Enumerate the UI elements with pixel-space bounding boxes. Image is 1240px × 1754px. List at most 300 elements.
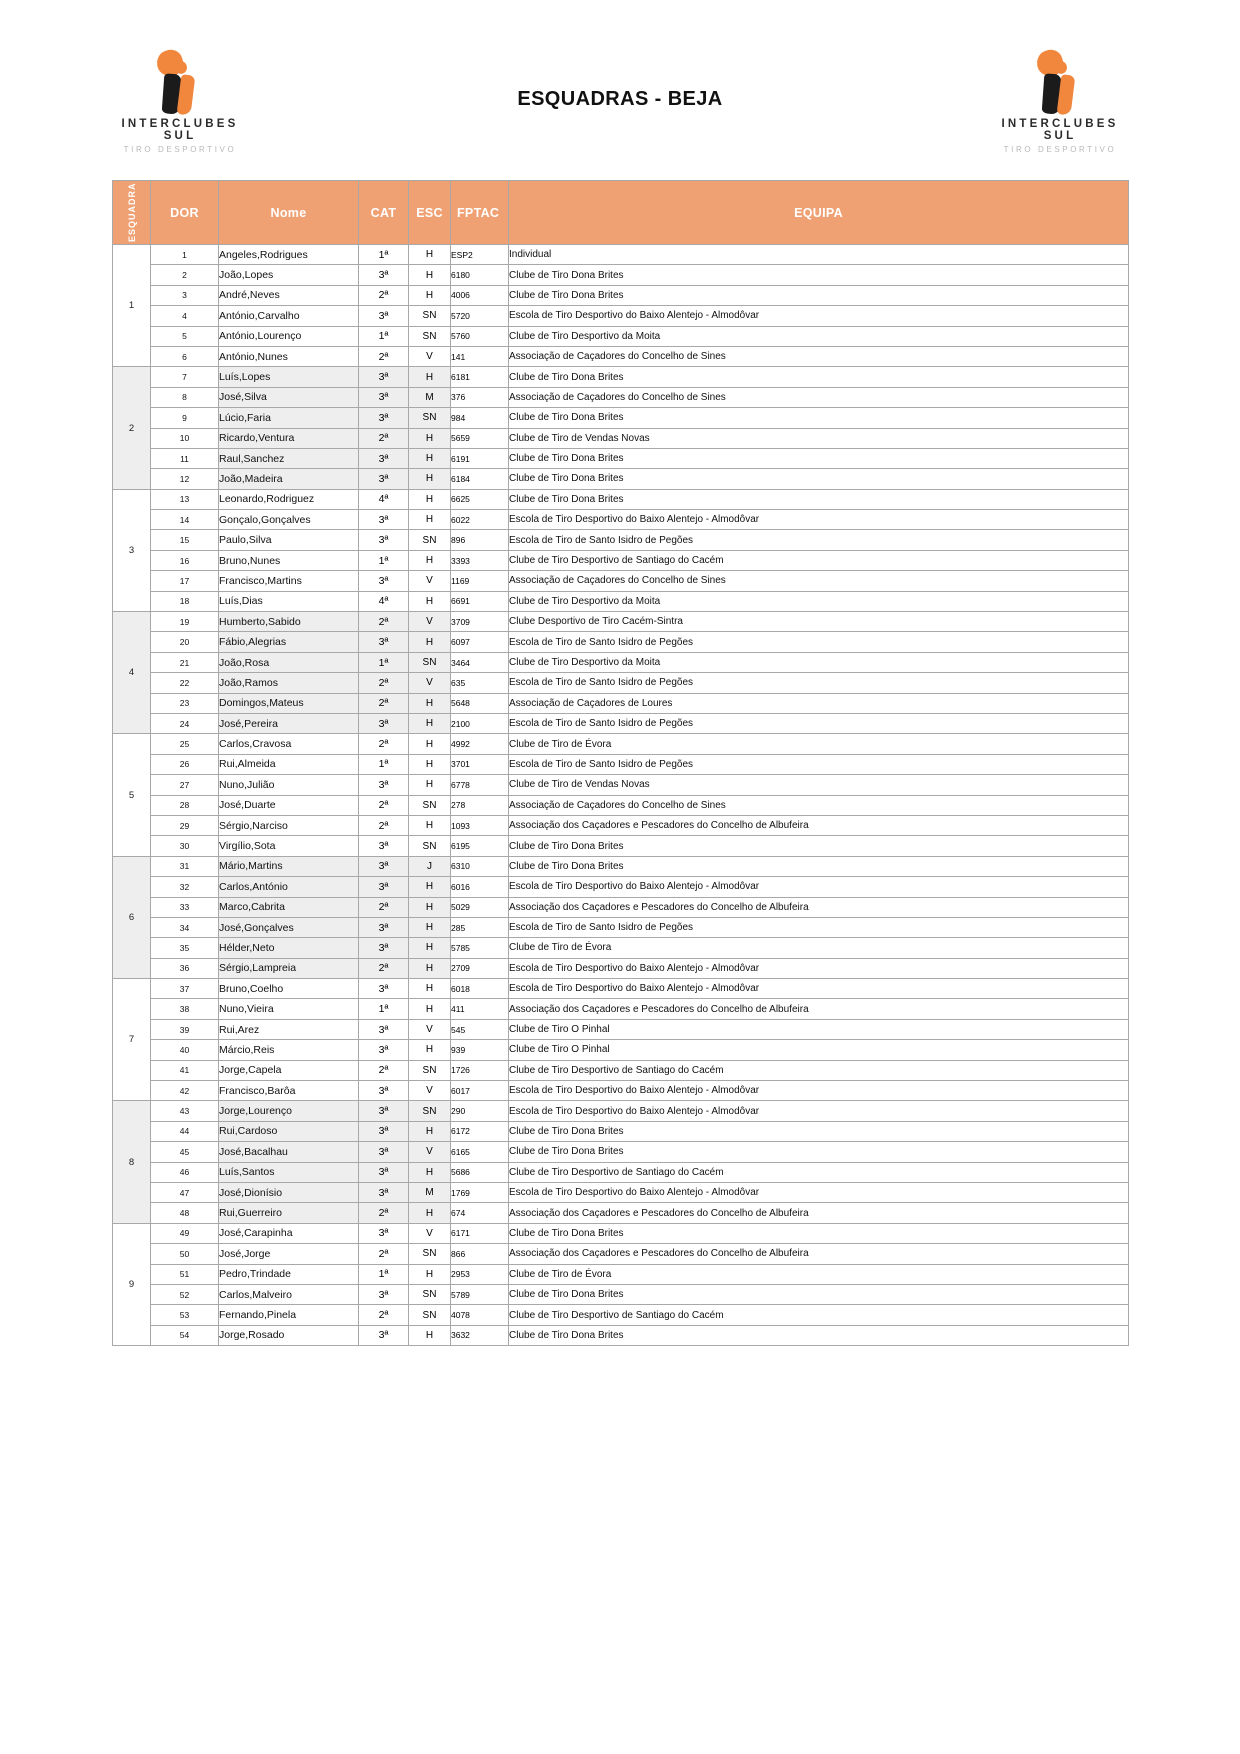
dorsal-cell: 2	[151, 265, 219, 285]
dorsal-cell: 34	[151, 917, 219, 937]
class-cell: H	[409, 979, 451, 999]
fptac-cell: 2709	[451, 958, 509, 978]
column-header-dor: DOR	[151, 181, 219, 245]
table-row	[113, 448, 1129, 468]
name-cell: Paulo,Silva	[219, 530, 359, 550]
table-row	[113, 1142, 1129, 1162]
fptac-cell: 290	[451, 1101, 509, 1121]
team-cell: Escola de Tiro Desportivo do Baixo Alentejo - Almodôvar	[509, 877, 1129, 897]
dorsal-cell: 44	[151, 1121, 219, 1141]
category-cell: 3ª	[359, 1182, 409, 1202]
team-cell: Escola de Tiro Desportivo do Baixo Alentejo - Almodôvar	[509, 1101, 1129, 1121]
dorsal-cell: 23	[151, 693, 219, 713]
class-cell: SN	[409, 795, 451, 815]
column-header-nome: Nome	[219, 181, 359, 245]
dorsal-cell: 13	[151, 489, 219, 509]
class-cell: H	[409, 285, 451, 305]
fptac-cell: 5686	[451, 1162, 509, 1182]
team-cell: Associação dos Caçadores e Pescadores do Concelho de Albufeira	[509, 1203, 1129, 1223]
class-cell: J	[409, 856, 451, 876]
dorsal-cell: 1	[151, 245, 219, 265]
name-cell: Leonardo,Rodriguez	[219, 489, 359, 509]
logo-right	[985, 48, 1135, 154]
team-cell: Associação dos Caçadores e Pescadores do Concelho de Albufeira	[509, 1244, 1129, 1264]
fptac-cell: 1169	[451, 571, 509, 591]
team-cell: Clube de Tiro Dona Brites	[509, 489, 1129, 509]
class-cell: H	[409, 938, 451, 958]
class-cell: SN	[409, 530, 451, 550]
table-body	[113, 245, 1129, 1346]
category-cell: 3ª	[359, 632, 409, 652]
category-cell: 3ª	[359, 408, 409, 428]
column-header-cat: CAT	[359, 181, 409, 245]
fptac-cell: 6172	[451, 1121, 509, 1141]
class-cell: H	[409, 693, 451, 713]
name-cell: José,Jorge	[219, 1244, 359, 1264]
dorsal-cell: 17	[151, 571, 219, 591]
category-cell: 3ª	[359, 387, 409, 407]
name-cell: Bruno,Nunes	[219, 550, 359, 570]
name-cell: Luís,Lopes	[219, 367, 359, 387]
table-row	[113, 591, 1129, 611]
logo-left-subtitle: TIRO DESPORTIVO	[123, 145, 237, 154]
category-cell: 2ª	[359, 285, 409, 305]
table-row	[113, 979, 1129, 999]
class-cell: H	[409, 734, 451, 754]
team-cell: Associação de Caçadores do Concelho de Sines	[509, 795, 1129, 815]
team-cell: Clube de Tiro Dona Brites	[509, 836, 1129, 856]
name-cell: Mário,Martins	[219, 856, 359, 876]
fptac-cell: 6097	[451, 632, 509, 652]
category-cell: 3ª	[359, 979, 409, 999]
category-cell: 2ª	[359, 693, 409, 713]
team-cell: Associação de Caçadores de Loures	[509, 693, 1129, 713]
team-cell: Clube de Tiro Dona Brites	[509, 1325, 1129, 1345]
dorsal-cell: 40	[151, 1040, 219, 1060]
dorsal-cell: 35	[151, 938, 219, 958]
fptac-cell: 984	[451, 408, 509, 428]
category-cell: 3ª	[359, 1081, 409, 1101]
team-cell: Clube Desportivo de Tiro Cacém-Sintra	[509, 612, 1129, 632]
team-cell: Escola de Tiro de Santo Isidro de Pegões	[509, 632, 1129, 652]
class-cell: M	[409, 387, 451, 407]
team-cell: Escola de Tiro Desportivo do Baixo Alentejo - Almodôvar	[509, 958, 1129, 978]
category-cell: 3ª	[359, 1040, 409, 1060]
fptac-cell: 6691	[451, 591, 509, 611]
fptac-cell: 3709	[451, 612, 509, 632]
dorsal-cell: 16	[151, 550, 219, 570]
category-cell: 3ª	[359, 856, 409, 876]
name-cell: José,Gonçalves	[219, 917, 359, 937]
table-row	[113, 1305, 1129, 1325]
dorsal-cell: 22	[151, 673, 219, 693]
dorsal-cell: 24	[151, 713, 219, 733]
table-row	[113, 999, 1129, 1019]
dorsal-cell: 54	[151, 1325, 219, 1345]
squad-number-cell: 4	[113, 612, 151, 734]
table-row	[113, 897, 1129, 917]
table-row	[113, 530, 1129, 550]
class-cell: H	[409, 958, 451, 978]
dorsal-cell: 39	[151, 1019, 219, 1039]
category-cell: 3ª	[359, 530, 409, 550]
class-cell: H	[409, 917, 451, 937]
table-row	[113, 1101, 1129, 1121]
name-cell: Virgílio,Sota	[219, 836, 359, 856]
team-cell: Associação de Caçadores do Concelho de Sines	[509, 387, 1129, 407]
table-row	[113, 795, 1129, 815]
fptac-cell: 5029	[451, 897, 509, 917]
class-cell: H	[409, 877, 451, 897]
fptac-cell: 6184	[451, 469, 509, 489]
team-cell: Clube de Tiro Dona Brites	[509, 448, 1129, 468]
name-cell: Hélder,Neto	[219, 938, 359, 958]
fptac-cell: 866	[451, 1244, 509, 1264]
category-cell: 3ª	[359, 836, 409, 856]
dorsal-cell: 14	[151, 510, 219, 530]
fptac-cell: 6180	[451, 265, 509, 285]
fptac-cell: 1726	[451, 1060, 509, 1080]
name-cell: Francisco,Barôa	[219, 1081, 359, 1101]
fptac-cell: 896	[451, 530, 509, 550]
squad-number-cell: 5	[113, 734, 151, 856]
table-row	[113, 1081, 1129, 1101]
name-cell: Bruno,Coelho	[219, 979, 359, 999]
class-cell: H	[409, 265, 451, 285]
class-cell: H	[409, 245, 451, 265]
table-row	[113, 673, 1129, 693]
team-cell: Clube de Tiro Desportivo da Moita	[509, 652, 1129, 672]
team-cell: Clube de Tiro O Pinhal	[509, 1040, 1129, 1060]
class-cell: SN	[409, 326, 451, 346]
table-row	[113, 713, 1129, 733]
name-cell: Angeles,Rodrigues	[219, 245, 359, 265]
table-row	[113, 1203, 1129, 1223]
dorsal-cell: 12	[151, 469, 219, 489]
squad-number-cell: 9	[113, 1223, 151, 1345]
category-cell: 3ª	[359, 938, 409, 958]
category-cell: 3ª	[359, 265, 409, 285]
fptac-cell: 6191	[451, 448, 509, 468]
dorsal-cell: 8	[151, 387, 219, 407]
category-cell: 2ª	[359, 897, 409, 917]
class-cell: H	[409, 632, 451, 652]
fptac-cell: ESP2	[451, 245, 509, 265]
category-cell: 2ª	[359, 428, 409, 448]
table-row	[113, 917, 1129, 937]
dorsal-cell: 41	[151, 1060, 219, 1080]
category-cell: 2ª	[359, 795, 409, 815]
team-cell: Escola de Tiro de Santo Isidro de Pegões	[509, 713, 1129, 733]
name-cell: Luís,Santos	[219, 1162, 359, 1182]
class-cell: SN	[409, 1305, 451, 1325]
table-row	[113, 367, 1129, 387]
name-cell: Luís,Dias	[219, 591, 359, 611]
dorsal-cell: 51	[151, 1264, 219, 1284]
category-cell: 3ª	[359, 1223, 409, 1243]
dorsal-cell: 3	[151, 285, 219, 305]
team-cell: Escola de Tiro Desportivo do Baixo Alentejo - Almodôvar	[509, 1081, 1129, 1101]
class-cell: V	[409, 612, 451, 632]
name-cell: José,Bacalhau	[219, 1142, 359, 1162]
name-cell: Lúcio,Faria	[219, 408, 359, 428]
fptac-cell: 5659	[451, 428, 509, 448]
squad-number-cell: 3	[113, 489, 151, 611]
table-row	[113, 734, 1129, 754]
table-row	[113, 632, 1129, 652]
category-cell: 2ª	[359, 1305, 409, 1325]
team-cell: Clube de Tiro Dona Brites	[509, 1121, 1129, 1141]
fptac-cell: 4078	[451, 1305, 509, 1325]
team-cell: Clube de Tiro de Évora	[509, 938, 1129, 958]
name-cell: João,Rosa	[219, 652, 359, 672]
name-cell: Rui,Almeida	[219, 754, 359, 774]
class-cell: H	[409, 1264, 451, 1284]
category-cell: 1ª	[359, 550, 409, 570]
class-cell: H	[409, 999, 451, 1019]
team-cell: Escola de Tiro de Santo Isidro de Pegões	[509, 754, 1129, 774]
fptac-cell: 545	[451, 1019, 509, 1039]
category-cell: 2ª	[359, 612, 409, 632]
fptac-cell: 5720	[451, 306, 509, 326]
dorsal-cell: 5	[151, 326, 219, 346]
table-row	[113, 245, 1129, 265]
squad-number-cell: 6	[113, 856, 151, 978]
class-cell: H	[409, 815, 451, 835]
table-row	[113, 1162, 1129, 1182]
logo-left-name: INTERCLUBES SUL	[121, 118, 239, 142]
dorsal-cell: 29	[151, 815, 219, 835]
class-cell: V	[409, 346, 451, 366]
team-cell: Clube de Tiro Dona Brites	[509, 408, 1129, 428]
name-cell: José,Dionísio	[219, 1182, 359, 1202]
table-row	[113, 652, 1129, 672]
name-cell: Jorge,Rosado	[219, 1325, 359, 1345]
class-cell: H	[409, 1203, 451, 1223]
table-row	[113, 1040, 1129, 1060]
class-cell: V	[409, 1019, 451, 1039]
column-header-esc: ESC	[409, 181, 451, 245]
name-cell: José,Carapinha	[219, 1223, 359, 1243]
dorsal-cell: 20	[151, 632, 219, 652]
table-row	[113, 387, 1129, 407]
dorsal-cell: 32	[151, 877, 219, 897]
dorsal-cell: 7	[151, 367, 219, 387]
table-row	[113, 1325, 1129, 1345]
squads-table-wrapper	[112, 180, 1128, 1346]
class-cell: SN	[409, 836, 451, 856]
team-cell: Escola de Tiro de Santo Isidro de Pegões	[509, 917, 1129, 937]
class-cell: SN	[409, 1101, 451, 1121]
category-cell: 1ª	[359, 999, 409, 1019]
name-cell: Ricardo,Ventura	[219, 428, 359, 448]
squad-number-cell: 7	[113, 979, 151, 1101]
fptac-cell: 6625	[451, 489, 509, 509]
dorsal-cell: 49	[151, 1223, 219, 1243]
class-cell: H	[409, 1325, 451, 1345]
dorsal-cell: 52	[151, 1284, 219, 1304]
fptac-cell: 285	[451, 917, 509, 937]
name-cell: Rui,Guerreiro	[219, 1203, 359, 1223]
interclubes-sul-logo-icon	[985, 48, 1135, 116]
class-cell: SN	[409, 1244, 451, 1264]
team-cell: Clube de Tiro Desportivo de Santiago do Cacém	[509, 1162, 1129, 1182]
team-cell: Escola de Tiro Desportivo do Baixo Alentejo - Almodôvar	[509, 1182, 1129, 1202]
fptac-cell: 6195	[451, 836, 509, 856]
class-cell: H	[409, 510, 451, 530]
class-cell: SN	[409, 1060, 451, 1080]
table-row	[113, 265, 1129, 285]
table-row	[113, 285, 1129, 305]
table-row	[113, 408, 1129, 428]
category-cell: 4ª	[359, 591, 409, 611]
class-cell: V	[409, 1223, 451, 1243]
name-cell: Márcio,Reis	[219, 1040, 359, 1060]
category-cell: 2ª	[359, 1203, 409, 1223]
category-cell: 2ª	[359, 673, 409, 693]
category-cell: 2ª	[359, 734, 409, 754]
table-row	[113, 836, 1129, 856]
dorsal-cell: 31	[151, 856, 219, 876]
name-cell: Nuno,Julião	[219, 775, 359, 795]
column-header-esquadra: ESQUADRA	[113, 181, 151, 245]
fptac-cell: 6171	[451, 1223, 509, 1243]
class-cell: H	[409, 591, 451, 611]
category-cell: 3ª	[359, 917, 409, 937]
dorsal-cell: 46	[151, 1162, 219, 1182]
category-cell: 2ª	[359, 958, 409, 978]
team-cell: Individual	[509, 245, 1129, 265]
table-row	[113, 510, 1129, 530]
category-cell: 3ª	[359, 877, 409, 897]
team-cell: Clube de Tiro O Pinhal	[509, 1019, 1129, 1039]
dorsal-cell: 25	[151, 734, 219, 754]
class-cell: SN	[409, 408, 451, 428]
team-cell: Clube de Tiro Desportivo de Santiago do Cacém	[509, 550, 1129, 570]
table-row	[113, 306, 1129, 326]
category-cell: 3ª	[359, 510, 409, 530]
class-cell: V	[409, 1081, 451, 1101]
table-row	[113, 958, 1129, 978]
table-row	[113, 612, 1129, 632]
name-cell: José,Duarte	[219, 795, 359, 815]
team-cell: Associação dos Caçadores e Pescadores do Concelho de Albufeira	[509, 897, 1129, 917]
name-cell: Rui,Arez	[219, 1019, 359, 1039]
team-cell: Associação dos Caçadores e Pescadores do Concelho de Albufeira	[509, 815, 1129, 835]
name-cell: Rui,Cardoso	[219, 1121, 359, 1141]
table-row	[113, 1284, 1129, 1304]
name-cell: Fernando,Pinela	[219, 1305, 359, 1325]
name-cell: António,Lourenço	[219, 326, 359, 346]
fptac-cell: 278	[451, 795, 509, 815]
dorsal-cell: 37	[151, 979, 219, 999]
fptac-cell: 5789	[451, 1284, 509, 1304]
class-cell: H	[409, 1162, 451, 1182]
dorsal-cell: 18	[151, 591, 219, 611]
team-cell: Clube de Tiro de Vendas Novas	[509, 775, 1129, 795]
class-cell: H	[409, 754, 451, 774]
dorsal-cell: 30	[151, 836, 219, 856]
category-cell: 1ª	[359, 1264, 409, 1284]
category-cell: 1ª	[359, 326, 409, 346]
fptac-cell: 6016	[451, 877, 509, 897]
dorsal-cell: 53	[151, 1305, 219, 1325]
fptac-cell: 3701	[451, 754, 509, 774]
dorsal-cell: 36	[151, 958, 219, 978]
team-cell: Clube de Tiro de Évora	[509, 1264, 1129, 1284]
team-cell: Clube de Tiro Desportivo de Santiago do Cacém	[509, 1305, 1129, 1325]
team-cell: Clube de Tiro Dona Brites	[509, 1142, 1129, 1162]
table-row	[113, 1244, 1129, 1264]
dorsal-cell: 43	[151, 1101, 219, 1121]
logo-right-name: INTERCLUBES SUL	[1001, 118, 1119, 142]
fptac-cell: 5760	[451, 326, 509, 346]
dorsal-cell: 33	[151, 897, 219, 917]
dorsal-cell: 19	[151, 612, 219, 632]
logo-right-subtitle: TIRO DESPORTIVO	[1003, 145, 1117, 154]
class-cell: H	[409, 1040, 451, 1060]
name-cell: João,Ramos	[219, 673, 359, 693]
class-cell: H	[409, 489, 451, 509]
category-cell: 3ª	[359, 367, 409, 387]
table-row	[113, 571, 1129, 591]
table-row	[113, 1223, 1129, 1243]
class-cell: H	[409, 428, 451, 448]
dorsal-cell: 47	[151, 1182, 219, 1202]
dorsal-cell: 26	[151, 754, 219, 774]
fptac-cell: 411	[451, 999, 509, 1019]
dorsal-cell: 10	[151, 428, 219, 448]
category-cell: 3ª	[359, 1325, 409, 1345]
table-row	[113, 856, 1129, 876]
category-cell: 3ª	[359, 1284, 409, 1304]
name-cell: Jorge,Capela	[219, 1060, 359, 1080]
table-row	[113, 428, 1129, 448]
name-cell: João,Lopes	[219, 265, 359, 285]
table-row	[113, 1264, 1129, 1284]
class-cell: V	[409, 571, 451, 591]
name-cell: Pedro,Trindade	[219, 1264, 359, 1284]
dorsal-cell: 42	[151, 1081, 219, 1101]
class-cell: M	[409, 1182, 451, 1202]
table-row	[113, 693, 1129, 713]
squad-number-cell: 2	[113, 367, 151, 489]
team-cell: Escola de Tiro de Santo Isidro de Pegões	[509, 673, 1129, 693]
name-cell: Francisco,Martins	[219, 571, 359, 591]
dorsal-cell: 38	[151, 999, 219, 1019]
logo-stem-shape	[1042, 73, 1065, 114]
name-cell: Domingos,Mateus	[219, 693, 359, 713]
category-cell: 1ª	[359, 652, 409, 672]
team-cell: Escola de Tiro de Santo Isidro de Pegões	[509, 530, 1129, 550]
dorsal-cell: 48	[151, 1203, 219, 1223]
category-cell: 3ª	[359, 775, 409, 795]
team-cell: Clube de Tiro Dona Brites	[509, 1223, 1129, 1243]
category-cell: 2ª	[359, 1244, 409, 1264]
class-cell: H	[409, 469, 451, 489]
class-cell: SN	[409, 1284, 451, 1304]
table-row	[113, 1060, 1129, 1080]
name-cell: Humberto,Sabido	[219, 612, 359, 632]
fptac-cell: 6017	[451, 1081, 509, 1101]
fptac-cell: 4992	[451, 734, 509, 754]
category-cell: 3ª	[359, 1162, 409, 1182]
name-cell: Carlos,Malveiro	[219, 1284, 359, 1304]
fptac-cell: 4006	[451, 285, 509, 305]
table-row	[113, 346, 1129, 366]
team-cell: Clube de Tiro de Vendas Novas	[509, 428, 1129, 448]
name-cell: António,Nunes	[219, 346, 359, 366]
